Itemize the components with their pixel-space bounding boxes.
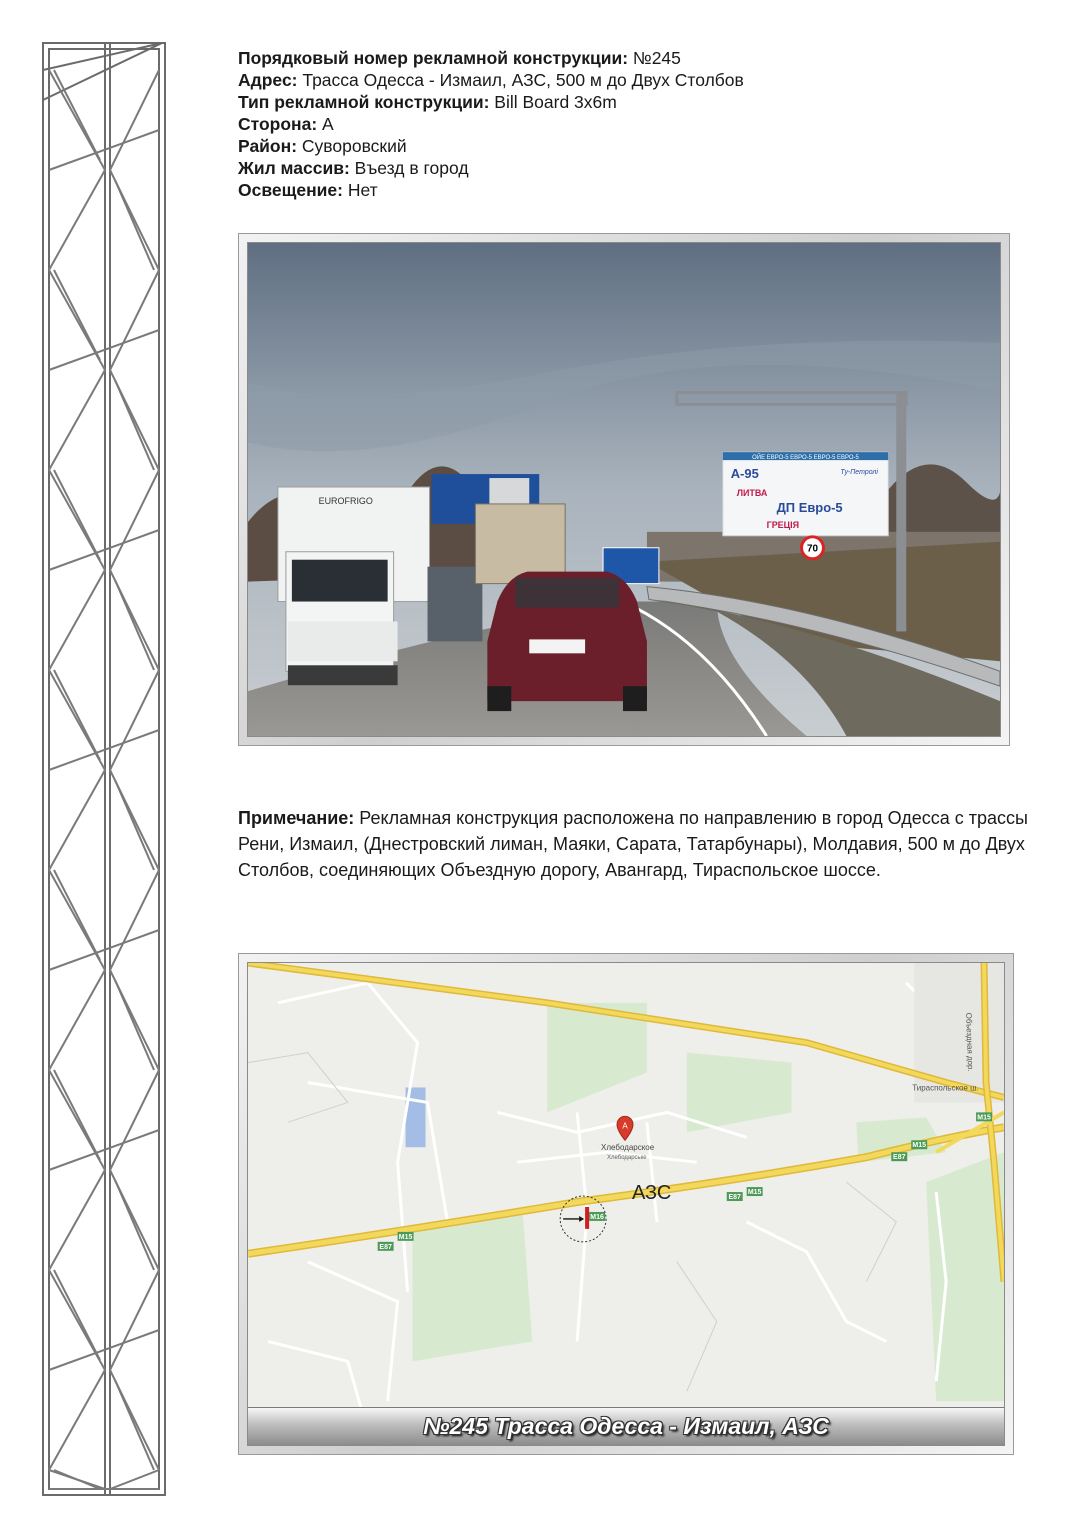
svg-text:Хлебодарское: Хлебодарское <box>601 1143 655 1153</box>
info-lighting-row: Освещение: Нет <box>238 180 378 200</box>
info-block <box>238 47 1038 201</box>
truss-structure-illustration <box>40 40 170 1500</box>
svg-text:Ту-Петролі: Ту-Петролі <box>840 469 878 477</box>
caption-bar <box>248 1407 1004 1445</box>
billboard-photo <box>247 242 1001 737</box>
svg-text:ОЙЕ ЕВРО-5 ЕВРО-5 ЕВРО-5 ЕВРО-: ОЙЕ ЕВРО-5 ЕВРО-5 ЕВРО-5 ЕВРО-5 <box>752 455 859 462</box>
svg-text:ГРЕЦІЯ: ГРЕЦІЯ <box>766 519 800 530</box>
svg-text:ДП Евро-5: ДП Евро-5 <box>776 499 843 515</box>
svg-text:M15: M15 <box>398 1233 413 1241</box>
svg-text:Объездная дор.: Объездная дор. <box>964 1012 976 1072</box>
info-address-row: Адрес: Трасса Одесса - Измаил, АЗС, 500 м до Двух Столбов <box>238 70 744 90</box>
info-residential-row: Жил массив: Въезд в город <box>238 158 469 178</box>
map-frame <box>238 953 1014 1455</box>
svg-text:M15: M15 <box>912 1142 927 1150</box>
photo-frame <box>238 233 1010 746</box>
info-number-row: Порядковый номер рекламной конструкции: №245 <box>238 48 681 68</box>
map-illustration <box>248 963 1004 1445</box>
svg-text:A: A <box>622 1121 628 1131</box>
svg-text:Хлебодарське: Хлебодарське <box>607 1155 647 1162</box>
svg-text:E87: E87 <box>728 1194 741 1202</box>
red-car <box>487 572 647 711</box>
map <box>247 962 1005 1446</box>
svg-text:Тираспольское ш.: Тираспольское ш. <box>912 1083 979 1093</box>
note-paragraph: Примечание: Рекламная конструкция расположена по направлению в город Одесса с трассы Рени, Измаил, (Днестровский лиман, Маяки, Сарата, Татарбунары), Молдавия, 500 м до Двух Столбов, соединяющих Объездную дорогу, Авангард, Тираспольское шоссе. <box>238 808 1028 880</box>
svg-text:EUROFRIGO: EUROFRIGO <box>318 495 373 506</box>
svg-text:А-95: А-95 <box>730 466 759 482</box>
svg-text:E87: E87 <box>379 1243 392 1251</box>
azs-label: АЗС <box>631 1182 672 1205</box>
info-side-row: Сторона: А <box>238 114 334 134</box>
svg-text:E87: E87 <box>893 1154 906 1162</box>
svg-text:70: 70 <box>806 543 819 555</box>
caption: №245 Трасса Одесса - Измаил, АЗС <box>423 1413 829 1439</box>
info-district-row: Район: Суворовский <box>238 136 407 156</box>
svg-text:M16: M16 <box>590 1213 604 1221</box>
billboard <box>723 452 889 536</box>
svg-text:ЛИТВА: ЛИТВА <box>736 487 768 498</box>
svg-text:M15: M15 <box>977 1114 991 1122</box>
svg-text:M15: M15 <box>747 1189 762 1197</box>
info-type-row: Тип рекламной конструкции: Bill Board 3х6m <box>238 92 617 112</box>
photo-illustration <box>248 243 1000 736</box>
